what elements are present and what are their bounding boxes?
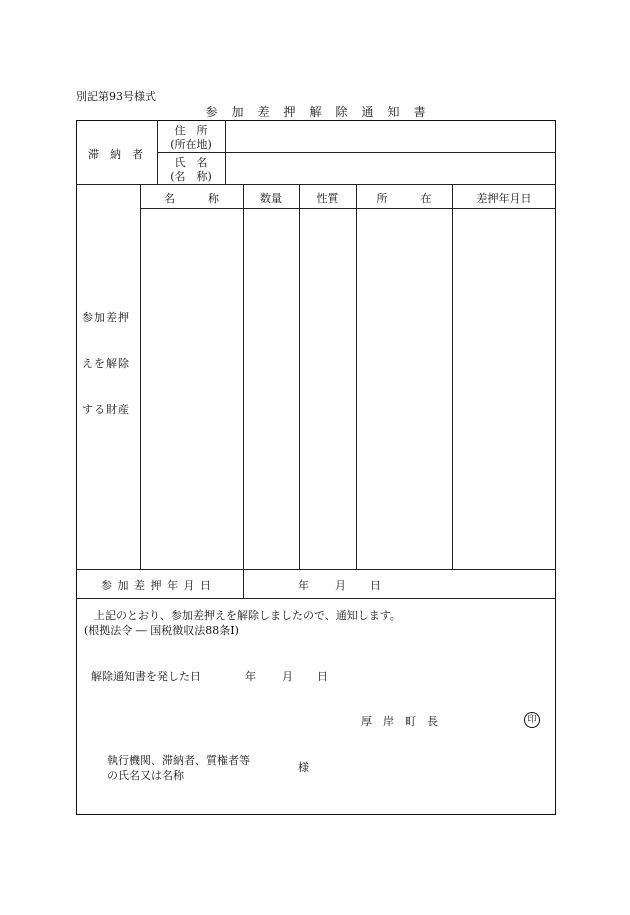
issue-date-label: 解除通知書を発した日	[91, 670, 201, 683]
divider	[356, 184, 357, 569]
seal-icon: 印	[524, 712, 540, 728]
date-month: 月	[335, 579, 346, 592]
form-frame	[76, 120, 556, 815]
property-side-label: えを解除	[82, 357, 130, 370]
divider	[76, 569, 556, 570]
participation-date-label: 参 加 差 押 年 月 日	[101, 579, 212, 592]
date-day: 日	[370, 579, 381, 592]
divider	[76, 598, 556, 599]
divider	[76, 184, 556, 185]
issue-year: 年	[245, 670, 256, 683]
name-sub-label: (名 称)	[170, 170, 212, 183]
divider	[243, 569, 244, 598]
divider	[452, 184, 453, 569]
property-side-label: する財産	[82, 403, 130, 416]
divider	[243, 184, 244, 569]
notice-text: 上記のとおり、参加差押えを解除しましたので、通知します。	[94, 609, 401, 622]
date-year: 年	[298, 579, 309, 592]
taxpayer-label: 滞 納 者	[88, 148, 143, 161]
column-header-quantity: 数量	[260, 192, 282, 205]
address-sub-label: (所在地)	[170, 138, 212, 151]
issue-day: 日	[317, 670, 328, 683]
recipient-label: 執行機関、滞納者、質権者等	[107, 754, 250, 767]
column-header-location: 所 在	[376, 192, 432, 205]
honorific: 様	[298, 761, 309, 774]
form-number: 別記第93号様式	[76, 90, 156, 103]
divider	[140, 208, 556, 209]
property-side-label: 参加差押	[82, 311, 130, 324]
column-header-name: 名 称	[164, 192, 219, 205]
recipient-label: の氏名又は名称	[107, 769, 184, 782]
divider	[157, 152, 556, 153]
divider	[299, 184, 300, 569]
address-label: 住 所	[174, 124, 208, 137]
divider	[140, 184, 141, 569]
legal-basis: (根拠法令 ― 国税徴収法88条Ⅰ)	[84, 624, 239, 637]
document-title: 参 加 差 押 解 除 通 知 書	[205, 105, 427, 119]
column-header-seizure-date: 差押年月日	[476, 192, 532, 205]
issuer: 厚 岸 町 長	[361, 715, 438, 728]
name-label: 氏 名	[174, 156, 208, 169]
issue-month: 月	[282, 670, 293, 683]
column-header-nature: 性質	[316, 192, 339, 205]
